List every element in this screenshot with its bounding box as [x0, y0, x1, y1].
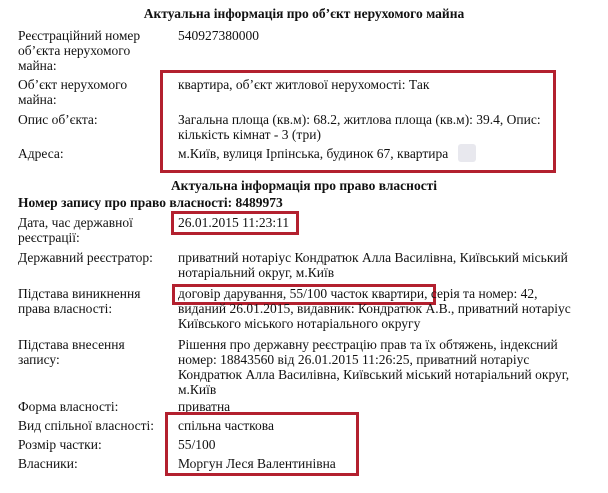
- entry-basis-value-2: номер: 18843560 від 26.01.2015 11:26:25, приватний нотаріус: [178, 352, 530, 367]
- ownership-form-value: приватна: [178, 399, 231, 414]
- share-value: 55/100: [178, 437, 216, 452]
- owners-label: Власники:: [18, 456, 78, 471]
- owners-value: Моргун Леся Валентинівна: [178, 456, 336, 471]
- basis-label-2: права власності:: [18, 301, 113, 316]
- ownership-form-label: Форма власності:: [18, 399, 119, 414]
- basis-highlight-text: договір дарування, 55/100 часток квартири: [178, 286, 425, 301]
- registrar-label: Державний реєстратор:: [18, 250, 153, 265]
- description-value-1: Загальна площа (кв.м): 68.2, житлова площа (кв.м): 39.4, Опис:: [178, 112, 541, 127]
- record-number: Номер запису про право власності: 8489973: [18, 195, 283, 210]
- redacted-apartment-number: [458, 144, 476, 162]
- registry-number-label-3: майна:: [18, 58, 57, 73]
- basis-label-1: Підстава виникнення: [18, 286, 141, 301]
- reg-date-label-1: Дата, час державної: [18, 215, 133, 230]
- entry-basis-value-3: Кондратюк Алла Василівна, Київський міський нотаріальний округ,: [178, 367, 570, 382]
- entry-basis-label-1: Підстава внесення: [18, 337, 125, 352]
- registrar-value-2: нотаріальний округ, м.Київ: [178, 265, 335, 280]
- reg-date-label-2: реєстрації:: [18, 230, 80, 245]
- section-title-object: Актуальна інформація про об’єкт нерухомого майна: [143, 6, 465, 21]
- address-label: Адреса:: [18, 146, 64, 161]
- section-title-ownership: Актуальна інформація про право власності: [170, 178, 438, 193]
- basis-value-3: Київського міського нотаріального округу: [178, 316, 421, 331]
- share-label: Розмір частки:: [18, 437, 102, 452]
- entry-basis-value-1: Рішення про державну реєстрацію прав та їх обтяжень, індексний: [178, 337, 558, 352]
- reg-date-value: 26.01.2015 11:23:11: [178, 215, 290, 230]
- joint-type-label: Вид спільної власності:: [18, 418, 155, 433]
- registry-number-label-2: об’єкта нерухомого: [18, 43, 131, 58]
- object-label-2: майна:: [18, 92, 57, 107]
- object-value: квартира, об’єкт житлової нерухомості: Так: [178, 77, 430, 92]
- registrar-value-1: приватний нотаріус Кондратюк Алла Василівна, Київський міський: [178, 250, 568, 265]
- joint-type-value: спільна часткова: [178, 418, 274, 433]
- registry-number-label-1: Реєстраційний номер: [18, 28, 141, 43]
- address-value: м.Київ, вулиця Ірпінська, будинок 67, квартира: [178, 146, 449, 161]
- object-label-1: Об’єкт нерухомого: [18, 77, 128, 92]
- description-value-2: кількість кімнат - 3 (три): [178, 127, 321, 142]
- basis-value-rest: , серія та номер: 42,: [424, 286, 538, 301]
- registry-number-value: 540927380000: [178, 28, 259, 43]
- entry-basis-value-4: м.Київ: [178, 382, 217, 397]
- basis-value-2: виданий 26.01.2015, видавник: Кондратюк А.В., приватний нотаріус: [178, 301, 571, 316]
- basis-value-line1: [178, 286, 538, 302]
- entry-basis-label-2: запису:: [18, 352, 60, 367]
- description-label: Опис об’єкта:: [18, 112, 98, 127]
